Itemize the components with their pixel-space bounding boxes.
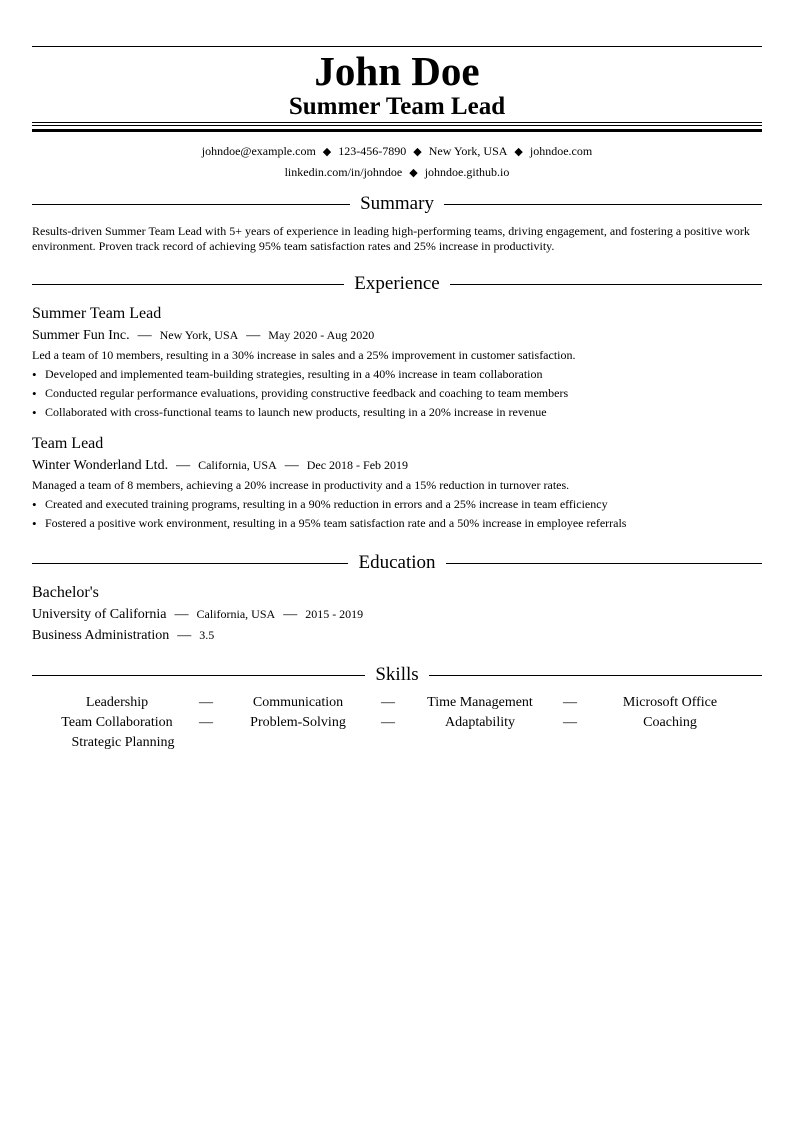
bullet-text: Developed and implemented team-building strategies, resulting in a 40% increase in team collaboration <box>45 367 543 381</box>
skill-item: Time Management <box>427 695 533 710</box>
dash-separator: — <box>563 695 577 710</box>
bullet-icon: • <box>32 516 37 531</box>
skills-row <box>32 714 762 734</box>
job-bullets <box>32 497 762 531</box>
company-name: Summer Fun Inc. <box>32 328 130 343</box>
summary-text: Results-driven Summer Team Lead with 5+ years of experience in leading high-performing teams, driving engagement, and fostering a positive work environment. Proven track record of achieving 95% team satisfaction rates and 25% increase in productivity. <box>32 224 750 253</box>
school-name: University of California <box>32 607 167 622</box>
skill-item: Microsoft Office <box>622 695 718 710</box>
section-title: Skills <box>375 664 419 685</box>
bullet-text: Conducted regular performance evaluations, providing constructive feedback and coaching to team members <box>45 386 569 400</box>
heading-rule <box>444 204 762 205</box>
diamond-icon: ◆ <box>514 146 523 158</box>
skill-item: Adaptability <box>445 715 515 730</box>
education-heading <box>32 552 762 574</box>
skills-grid <box>32 694 762 754</box>
skill-item: Problem-Solving <box>250 715 346 730</box>
contact-line-2 <box>32 164 762 181</box>
dash-separator: — <box>174 607 189 622</box>
job-location: California, USA <box>198 458 277 472</box>
heading-rule <box>446 563 762 564</box>
section-title: Education <box>358 552 436 573</box>
job-bullets <box>32 367 762 420</box>
skill-item: Leadership <box>85 695 149 710</box>
list-item <box>32 516 762 531</box>
experience-entry <box>32 434 762 535</box>
job-description: Led a team of 10 members, resulting in a 30% increase in sales and a 25% improvement in customer satisfaction. <box>32 348 576 362</box>
diamond-icon: ◆ <box>322 146 332 158</box>
diamond-icon: ◆ <box>413 146 422 158</box>
dash-separator: — <box>284 458 299 473</box>
phone-text: 123-456-7890 <box>338 144 407 158</box>
candidate-title: Summer Team Lead <box>288 93 506 120</box>
bullet-icon: • <box>32 386 37 401</box>
skill-item: Strategic Planning <box>71 735 175 750</box>
list-item <box>32 405 762 420</box>
experience-entry <box>32 304 762 424</box>
github-link[interactable]: johndoe.github.io <box>424 165 510 179</box>
section-title: Summary <box>360 193 434 214</box>
list-item <box>32 386 762 401</box>
heading-rule <box>429 675 762 676</box>
job-dates: Dec 2018 - Feb 2019 <box>306 458 409 472</box>
candidate-name: John Doe <box>314 48 480 94</box>
header-rule-thick <box>32 129 762 132</box>
education-entry <box>32 583 762 645</box>
list-item <box>32 497 762 512</box>
skill-item: Communication <box>252 695 344 710</box>
email-link[interactable]: johndoe@example.com <box>201 144 316 158</box>
field-of-study: Business Administration <box>32 628 170 643</box>
dash-separator: — <box>283 607 298 622</box>
heading-rule <box>32 675 365 676</box>
section-title: Experience <box>354 273 440 294</box>
job-org-line <box>32 326 762 345</box>
school-location: California, USA <box>196 607 276 621</box>
bullet-icon: • <box>32 497 37 512</box>
dash-separator: — <box>137 328 152 343</box>
bullet-icon: • <box>32 405 37 420</box>
summary-heading <box>32 193 762 215</box>
job-description: Managed a team of 8 members, achieving a 20% increase in productivity and a 15% reduction in turnover rates. <box>32 478 570 492</box>
school-dates: 2015 - 2019 <box>305 607 364 621</box>
company-name: Winter Wonderland Ltd. <box>32 458 169 473</box>
website-link[interactable]: johndoe.com <box>529 144 593 158</box>
header-rule <box>32 122 762 123</box>
skill-item: Coaching <box>643 715 697 730</box>
dash-separator: — <box>177 628 192 643</box>
experience-heading <box>32 273 762 295</box>
skills-heading <box>32 664 762 686</box>
skills-row <box>32 734 762 754</box>
dash-separator: — <box>381 695 395 710</box>
bullet-text: Fostered a positive work environment, resulting in a 95% team satisfaction rate and a 50% increase in employee referrals <box>45 516 627 530</box>
header-rule <box>32 125 762 126</box>
heading-rule <box>32 204 350 205</box>
job-location: New York, USA <box>159 328 239 342</box>
dash-separator: — <box>246 328 261 343</box>
skill-item: Team Collaboration <box>61 715 173 730</box>
heading-rule <box>32 284 344 285</box>
list-item <box>32 367 762 382</box>
field-line <box>32 626 762 645</box>
bullet-text: Collaborated with cross-functional teams to launch new products, resulting in a 20% increase in revenue <box>45 405 547 419</box>
diamond-icon: ◆ <box>409 167 418 179</box>
contact-line-1 <box>32 143 762 160</box>
skills-row <box>32 694 762 714</box>
dash-separator: — <box>381 715 395 730</box>
job-role: Team Lead <box>32 435 104 452</box>
dash-separator: — <box>176 458 191 473</box>
bullet-text: Created and executed training programs, resulting in a 90% reduction in errors and a 25% increase in team efficiency <box>45 497 608 511</box>
dash-separator: — <box>563 715 577 730</box>
degree: Bachelor's <box>32 584 99 601</box>
location-text: New York, USA <box>428 144 508 158</box>
dash-separator: — <box>199 695 213 710</box>
job-org-line <box>32 456 762 475</box>
job-dates: May 2020 - Aug 2020 <box>268 328 375 342</box>
bullet-icon: • <box>32 367 37 382</box>
linkedin-link[interactable]: linkedin.com/in/johndoe <box>284 165 403 179</box>
school-line <box>32 605 762 624</box>
heading-rule <box>450 284 762 285</box>
dash-separator: — <box>199 715 213 730</box>
gpa: 3.5 <box>199 628 215 642</box>
heading-rule <box>32 563 348 564</box>
job-role: Summer Team Lead <box>32 305 162 322</box>
